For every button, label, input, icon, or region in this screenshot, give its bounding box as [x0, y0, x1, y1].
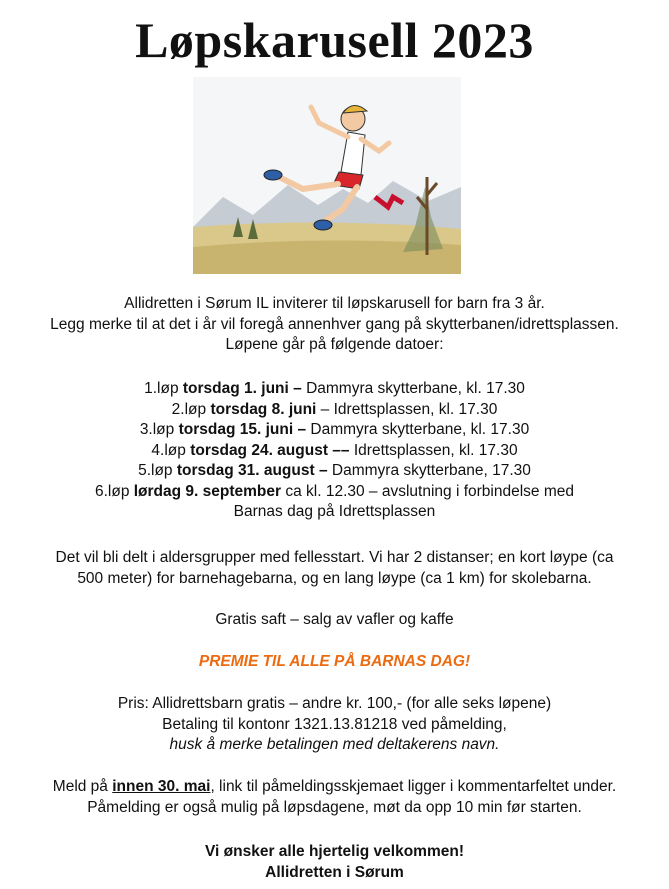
signup-line: Påmelding er også mulig på løpsdagene, møt da opp 10 min før starten.	[87, 798, 582, 816]
race-row: 1.løp torsdag 1. juni – Dammyra skytterbane, kl. 17.30	[144, 380, 525, 397]
closing-text	[0, 842, 669, 883]
race-row-continuation: Barnas dag på Idrettsplassen	[233, 503, 436, 520]
groups-line: 500 meter) for barnehagebarna, og en lang løype (ca 1 km) for skolebarna.	[77, 569, 592, 587]
price-line: Pris: Allidrettsbarn gratis – andre kr. 100,- (for alle seks løpene)	[117, 695, 552, 712]
deadline: innen 30. mai	[112, 778, 211, 795]
price-note: husk å merke betalingen med deltakerens navn.	[169, 736, 500, 753]
runner-illustration	[193, 77, 461, 274]
closing-line: Allidretten i Sørum	[265, 863, 404, 881]
race-row: 5.løp torsdag 31. august – Dammyra skytterbane, 17.30	[138, 462, 531, 479]
signup-line: Meld på innen 30. mai, link til påmeldingsskjemaet ligger i kommentarfeltet under.	[52, 778, 617, 795]
intro-line: Allidretten i Sørum IL inviterer til løpskarusell for barn fra 3 år.	[124, 295, 545, 312]
price-text	[0, 694, 669, 756]
race-schedule	[0, 379, 669, 523]
race-row: 6.løp lørdag 9. september ca kl. 12.30 – avslutning i forbindelse med	[94, 482, 575, 500]
price-line: Betaling til kontonr 1321.13.81218 ved påmelding,	[162, 715, 507, 733]
groups-text	[0, 548, 669, 589]
groups-line: Det vil bli delt i aldersgrupper med fellesstart. Vi har 2 distanser; en kort løype (ca	[55, 549, 614, 566]
intro-line: Løpene går på følgende datoer:	[225, 336, 444, 353]
race-row: 3.løp torsdag 15. juni – Dammyra skytterbane, kl. 17.30	[139, 421, 530, 438]
page-title: Løpskarusell 2023	[135, 12, 534, 68]
race-row: 4.løp torsdag 24. august –– Idrettsplassen, kl. 17.30	[151, 441, 518, 459]
intro-text	[0, 294, 669, 356]
saft-text: Gratis saft – salg av vafler og kaffe	[215, 611, 454, 628]
closing-line: Vi ønsker alle hjertelig velkommen!	[204, 843, 464, 860]
premie-highlight: PREMIE TIL ALLE PÅ BARNAS DAG!	[198, 653, 471, 670]
intro-line: Legg merke til at det i år vil foregå annenhver gang på skytterbanen/idrettsplassen.	[50, 315, 619, 333]
race-row: 2.løp torsdag 8. juni – Idrettsplassen, kl. 17.30	[171, 400, 498, 418]
signup-text	[0, 777, 669, 818]
